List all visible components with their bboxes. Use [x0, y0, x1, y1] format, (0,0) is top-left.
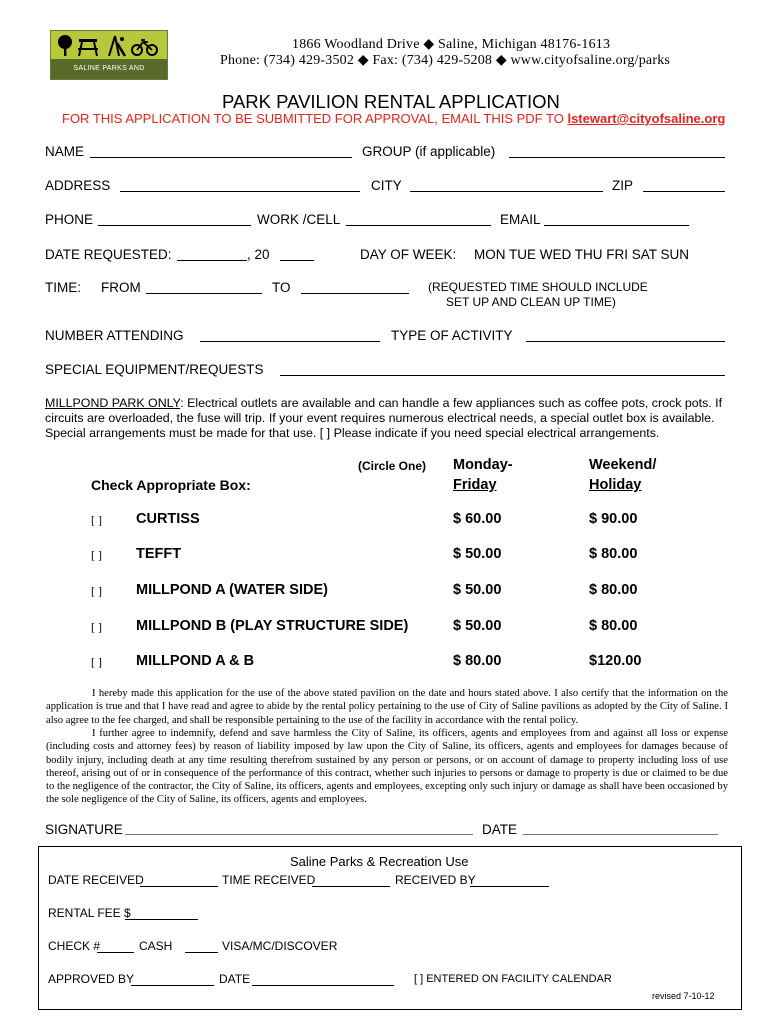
address-field[interactable]	[120, 179, 360, 192]
weekend-price: $ 80.00	[589, 546, 638, 562]
weekday-heading-line2: Friday	[453, 477, 497, 493]
logo-text: SALINE PARKS AND RECREATION	[51, 59, 167, 79]
weekend-heading-line1: Weekend/	[589, 457, 657, 473]
phone-label: PHONE	[45, 212, 94, 227]
logo-icon-band	[51, 31, 167, 59]
rental-fee-field[interactable]	[125, 907, 198, 920]
tree-icon	[58, 35, 72, 56]
name-label: NAME	[45, 144, 85, 159]
year-field[interactable]	[280, 248, 314, 261]
weekday-price: $ 60.00	[453, 511, 502, 527]
special-equipment-label: SPECIAL EQUIPMENT/REQUESTS	[45, 362, 264, 377]
pavilion-checkbox[interactable]: [ ]	[91, 513, 102, 527]
signature-field[interactable]	[125, 822, 473, 835]
check-label: CHECK #	[48, 939, 101, 953]
date-requested-label: DATE REQUESTED:	[45, 247, 172, 262]
weekend-heading-line2: Holiday	[589, 477, 642, 493]
rental-fee-label: RENTAL FEE $	[48, 906, 131, 920]
approved-date-label: DATE	[219, 972, 251, 986]
number-attending-label: NUMBER ATTENDING	[45, 328, 184, 343]
time-note-line2: SET UP AND CLEAN UP TIME)	[446, 295, 616, 309]
work-cell-field[interactable]	[346, 213, 491, 226]
from-label: FROM	[101, 280, 141, 295]
time-to-field[interactable]	[301, 281, 409, 294]
check-box-heading: Check Appropriate Box:	[91, 477, 251, 493]
bicycle-icon	[132, 40, 157, 55]
picnic-table-icon	[78, 39, 98, 56]
number-attending-field[interactable]	[200, 329, 380, 342]
time-note-line1: (REQUESTED TIME SHOULD INCLUDE	[428, 280, 648, 294]
special-equipment-field[interactable]	[280, 363, 725, 376]
check-number-field[interactable]	[97, 940, 134, 953]
received-by-field[interactable]	[470, 874, 549, 887]
email-link[interactable]: lstewart@cityofsaline.org	[567, 111, 726, 126]
circle-one-label: (Circle One)	[358, 459, 427, 473]
time-received-field[interactable]	[312, 874, 390, 887]
card-label: VISA/MC/DISCOVER	[222, 939, 338, 953]
weekday-price: $ 50.00	[453, 546, 502, 562]
certification-paragraph: I hereby made this application for the use of the above stated pavilion on the date and hours stated above. I also certify that the information on the application is true and that I have read and agree to abide by the rental policy pertaining to the use of City of Saline pavilions as adopted by the City of Saline. I also agree to the fee charged, and shall be responsible pertaining to the use of the facility in accordance with the rental policy.	[46, 688, 728, 726]
pavilion-checkbox[interactable]: [ ]	[91, 548, 102, 562]
year-prefix: , 20	[247, 247, 270, 262]
weekday-heading-line1: Monday-	[453, 457, 513, 473]
millpond-note-line2: circuits are overloaded, the fuse will trip. If your event requires numerous electrical needs, a special outlet box is available.	[45, 411, 715, 425]
weekend-price: $ 80.00	[589, 582, 638, 598]
pavilion-checkbox[interactable]: [ ]	[91, 620, 102, 634]
type-of-activity-label: TYPE OF ACTIVITY	[391, 328, 513, 343]
type-of-activity-field[interactable]	[526, 329, 725, 342]
approved-date-field[interactable]	[252, 973, 394, 986]
zip-field[interactable]	[643, 179, 725, 192]
millpond-note-text1: : Electrical outlets are available and can handle a few appliances such as coffee pots, crock pots. If	[180, 396, 723, 410]
pavilion-name: MILLPOND B (PLAY STRUCTURE SIDE)	[136, 618, 409, 634]
day-of-week-options[interactable]: MON TUE WED THU FRI SAT SUN	[474, 247, 690, 262]
city-field[interactable]	[410, 179, 603, 192]
pavilion-name: TEFFT	[136, 546, 182, 562]
header-contact: Phone: (734) 429-3502 ◆ Fax: (734) 429-5208 ◆ www.cityofsaline.org/parks	[220, 53, 671, 68]
weekend-price: $ 90.00	[589, 511, 638, 527]
approved-by-label: APPROVED BY	[48, 972, 135, 986]
to-label: TO	[272, 280, 291, 295]
millpond-note	[45, 396, 722, 441]
signature-date-field[interactable]	[523, 822, 718, 835]
time-from-field[interactable]	[146, 281, 262, 294]
weekday-price: $ 50.00	[453, 582, 502, 598]
time-label: TIME:	[45, 280, 81, 295]
name-field[interactable]	[90, 145, 352, 158]
weekday-price: $ 50.00	[453, 618, 502, 634]
header-address: 1866 Woodland Drive ◆ Saline, Michigan 48176-1613	[292, 37, 611, 52]
page-title: PARK PAVILION RENTAL APPLICATION	[222, 91, 560, 112]
received-by-label: RECEIVED BY	[395, 873, 476, 887]
email-label: EMAIL	[500, 212, 541, 227]
indemnification-paragraph: I further agree to indemnify, defend and save harmless the City of Saline, its officers, agents and employees from and against all loss or expense (including costs and attorney fees) by reason of liability imposed by law upon the City of Saline, its officers, agents and employees for damages because of bodily injury, including death at any time resulting therefrom sustained by any person or persons, or on account of damage to property including loss of use thereof, arising out of or in consequence of the performance of this contract, whether such injuries to persons or damage to property is due or claimed to be due to the negligence of the contractor, the City of Saline, its officers, agents and employees, excepting only such injury or damage as shall have been occasioned by the sole negligence of the City of Saline, its officers, agents and employees.	[46, 728, 728, 806]
weekend-price: $120.00	[589, 653, 642, 669]
millpond-note-lead: MILLPOND PARK ONLY	[45, 396, 181, 410]
pavilion-name: MILLPOND A (WATER SIDE)	[136, 582, 328, 598]
group-label: GROUP (if applicable)	[362, 144, 496, 159]
pavilion-checkbox[interactable]: [ ]	[91, 655, 102, 669]
work-cell-label: WORK /CELL	[257, 212, 341, 227]
submission-note	[62, 111, 725, 126]
time-received-label: TIME RECEIVED	[222, 873, 316, 887]
office-use-title: Saline Parks & Recreation Use	[290, 854, 469, 869]
playground-icon	[109, 36, 125, 56]
signature-label: SIGNATURE	[45, 822, 123, 837]
millpond-note-line3[interactable]: Special arrangements must be made for that use. [ ] Please indicate if you need special electrical arrangements.	[45, 426, 660, 440]
millpond-note-line1	[45, 396, 722, 411]
cash-field[interactable]	[185, 940, 218, 953]
zip-label: ZIP	[612, 178, 634, 193]
weekday-price: $ 80.00	[453, 653, 502, 669]
date-received-label: DATE RECEIVED	[48, 873, 144, 887]
submission-instruction: FOR THIS APPLICATION TO BE SUBMITTED FOR APPROVAL, EMAIL THIS PDF TO	[62, 111, 564, 126]
date-requested-field[interactable]	[177, 248, 247, 261]
facility-calendar-checkbox[interactable]: [ ] ENTERED ON FACILITY CALENDAR	[414, 973, 612, 985]
date-received-field[interactable]	[140, 874, 218, 887]
approved-by-field[interactable]	[131, 973, 214, 986]
day-of-week-label: DAY OF WEEK:	[360, 247, 457, 262]
weekend-price: $ 80.00	[589, 618, 638, 634]
signature-date-label: DATE	[482, 822, 518, 837]
saline-parks-logo	[50, 30, 168, 92]
revision-note: revised 7-10-12	[652, 991, 715, 1001]
logo-icons	[51, 31, 167, 59]
pavilion-checkbox[interactable]: [ ]	[91, 584, 102, 598]
phone-field[interactable]	[98, 213, 251, 226]
group-field[interactable]	[509, 145, 725, 158]
email-field[interactable]	[544, 213, 689, 226]
city-label: CITY	[371, 178, 402, 193]
pavilion-name: MILLPOND A & B	[136, 653, 255, 669]
pavilion-name: CURTISS	[136, 511, 200, 527]
cash-label: CASH	[139, 939, 173, 953]
address-label: ADDRESS	[45, 178, 111, 193]
